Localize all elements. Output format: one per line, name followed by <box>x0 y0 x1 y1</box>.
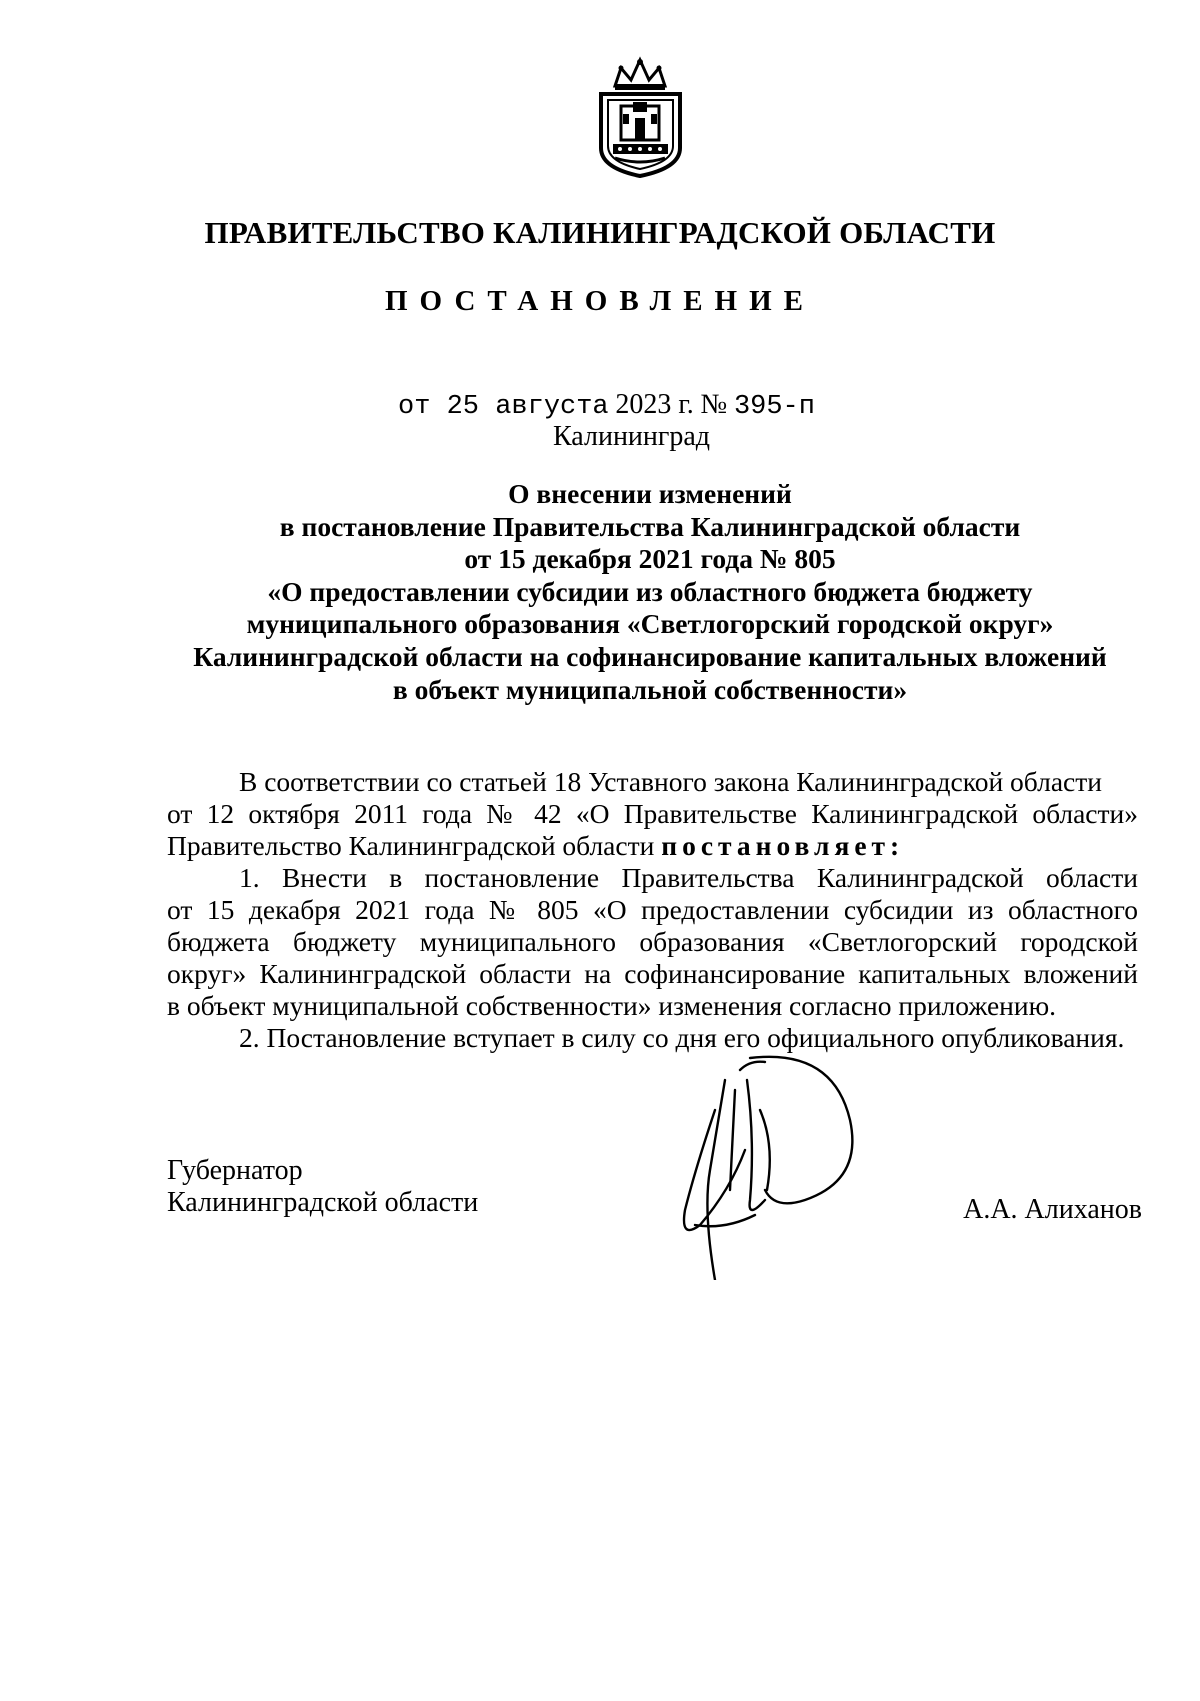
signatory-position <box>167 1155 478 1219</box>
document-title <box>150 478 1150 706</box>
government-heading: ПРАВИТЕЛЬСТВО КАЛИНИНГРАДСКОЙ ОБЛАСТИ <box>204 215 996 250</box>
position-line: Калининградской области <box>167 1187 479 1218</box>
signatory-name: А.А. Алиханов <box>963 1194 1142 1225</box>
decree-word: постановляет: <box>661 830 905 861</box>
body-text: Правительство Калининградской области <box>167 830 655 861</box>
body-line: 1. Внести в постановление Правительства Калининградской области <box>239 862 1138 893</box>
coat-of-arms-emblem <box>593 56 688 180</box>
title-line: в постановление Правительства Калининградской области <box>279 510 1021 542</box>
body-line: от 12 октября 2011 года № 42 «О Правительстве Калининградской области» <box>167 798 1138 829</box>
body-line: бюджета бюджету муниципального образования «Светлогорский городской <box>167 926 1138 957</box>
body-line <box>167 830 1138 862</box>
body-line: от 15 декабря 2021 года № 805 «О предоставлении субсидии из областного <box>167 894 1138 925</box>
handwritten-signature <box>655 1050 870 1280</box>
document-type-heading: ПОСТАНОВЛЕНИЕ <box>384 285 815 317</box>
body-line: в объект муниципальной собственности» изменения согласно приложению. <box>167 990 1057 1021</box>
document-city: Калининград <box>553 421 711 452</box>
position-line: Губернатор <box>167 1155 303 1186</box>
title-line: муниципального образования «Светлогорский городской округ» <box>246 608 1054 640</box>
document-date: от 25 августа <box>398 392 609 422</box>
body-line: 2. Постановление вступает в силу со дня его официального опубликования. <box>239 1022 1125 1053</box>
body-line: В соответствии со статьей 18 Уставного закона Калининградской области <box>239 766 1102 797</box>
title-line: от 15 декабря 2021 года № 805 <box>464 543 836 575</box>
body-line: округ» Калининградской области на софинансирование капитальных вложений <box>167 958 1138 989</box>
title-line: «О предоставлении субсидии из областного бюджета бюджету <box>267 575 1033 607</box>
title-line: Калининградской области на софинансирование капитальных вложений <box>193 640 1107 672</box>
title-line: О внесении изменений <box>508 478 792 509</box>
document-date-number <box>398 389 815 422</box>
number-sign: № <box>700 389 728 420</box>
document-year: 2023 г. <box>615 389 694 420</box>
title-line: в объект муниципальной собственности» <box>392 673 908 705</box>
document-number: 395-п <box>733 392 815 422</box>
